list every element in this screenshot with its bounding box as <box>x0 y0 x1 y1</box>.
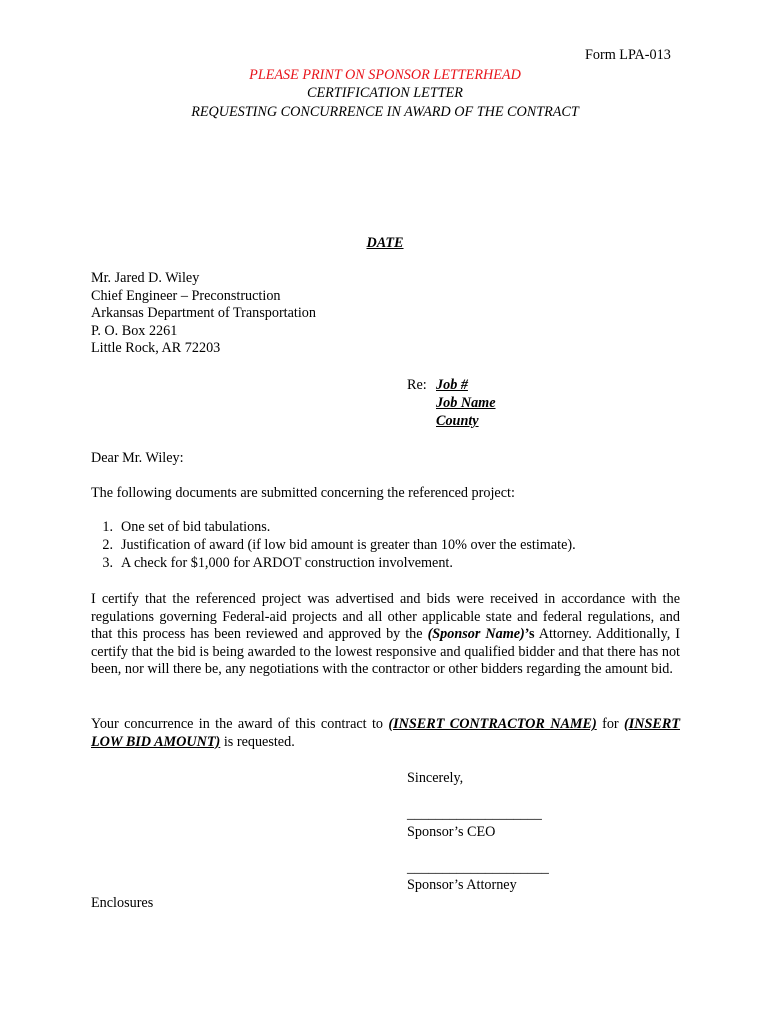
re-job-name: Job Name <box>436 395 496 411</box>
list-text: One set of bid tabulations. <box>121 519 271 535</box>
concurrence-end: is requested. <box>220 733 295 750</box>
form-number: Form LPA-013 <box>585 47 671 63</box>
letter-title: CERTIFICATION LETTER <box>307 85 463 101</box>
contractor-name-placeholder: (INSERT CONTRACTOR NAME) <box>388 716 597 732</box>
list-item <box>91 537 576 555</box>
address-line: Mr. Jared D. Wiley <box>91 270 200 286</box>
attorney-title: Sponsor’s Attorney <box>407 877 517 893</box>
list-item <box>91 555 576 573</box>
list-item <box>91 519 576 537</box>
certify-paragraph <box>91 591 680 679</box>
list-number: 2. <box>102 537 113 553</box>
concurrence-text: Your concurrence in the award of this contract to <box>91 716 389 732</box>
address-line: Arkansas Department of Transportation <box>91 305 316 321</box>
attorney-signature-line: ____________________ <box>407 860 549 876</box>
date-placeholder: DATE <box>366 235 404 251</box>
address-line: Chief Engineer – Preconstruction <box>91 287 281 304</box>
sponsor-name-placeholder: (Sponsor Name) <box>427 626 525 643</box>
address-line: P. O. Box 2261 <box>91 322 178 339</box>
list-text: A check for $1,000 for ARDOT construction involvement. <box>121 555 453 571</box>
certify-text-end: Attorney. Additionally, I certify that the bid is being awarded to the lowest responsive and qualified bidder and that there has not been, nor will there be, any negotiations with the contractor or other bidders regarding the amount bid. <box>91 626 680 678</box>
re-label: Re: <box>407 377 427 393</box>
list-number: 3. <box>102 555 113 571</box>
bid-amount-placeholder: (INSERT LOW BID AMOUNT) <box>91 716 680 750</box>
recipient-address <box>91 270 316 358</box>
letterhead-notice: PLEASE PRINT ON SPONSOR LETTERHEAD <box>249 67 521 83</box>
list-text: Justification of award (if low bid amount is greater than 10% over the estimate). <box>121 537 576 553</box>
list-number: 1. <box>102 519 113 535</box>
letter-subtitle: REQUESTING CONCURRENCE IN AWARD OF THE CONTRACT <box>191 104 579 120</box>
closing: Sincerely, <box>407 770 464 786</box>
re-county: County <box>436 413 479 429</box>
concurrence-for: for <box>596 716 625 732</box>
certify-text: I certify that the referenced project was advertised and bids were received in accordance with the regulations governing Federal-aid projects and all other applicable state and federal regulations, and that this process has been reviewed and approved by the <box>91 591 680 643</box>
enclosures-label: Enclosures <box>91 895 154 911</box>
possessive-suffix: ’s <box>524 626 535 643</box>
documents-list <box>91 519 576 573</box>
salutation: Dear Mr. Wiley: <box>91 450 184 466</box>
intro-sentence: The following documents are submitted concerning the referenced project: <box>91 485 515 501</box>
ceo-title: Sponsor’s CEO <box>407 824 496 840</box>
re-job-number: Job # <box>436 377 468 393</box>
re-block <box>436 377 496 431</box>
ceo-signature-line: ___________________ <box>407 806 542 822</box>
concurrence-paragraph <box>91 716 680 751</box>
address-line: Little Rock, AR 72203 <box>91 340 221 356</box>
